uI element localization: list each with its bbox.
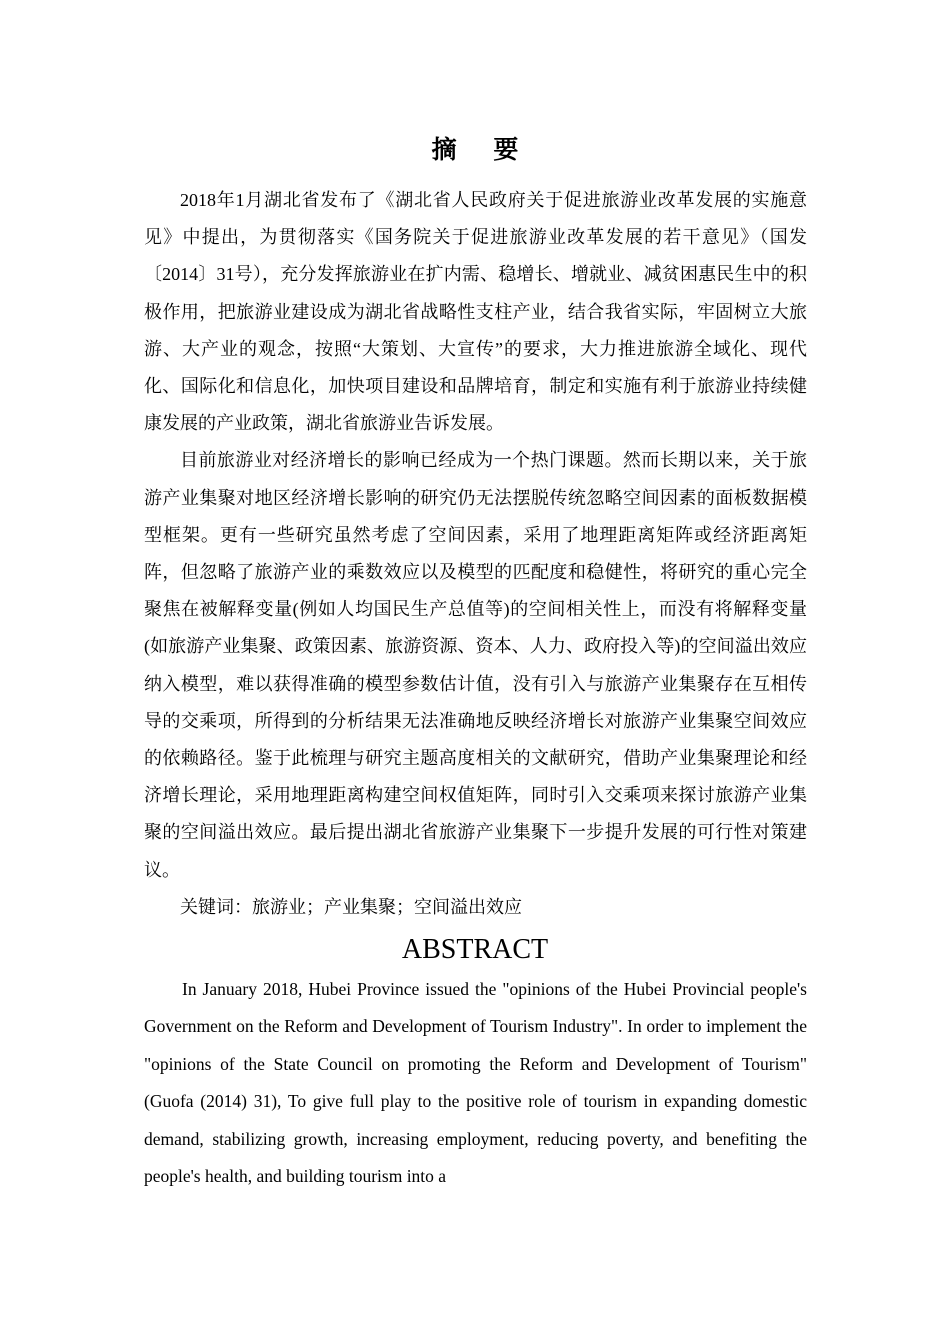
abstract-body-cn [144, 182, 807, 926]
keywords-cn: 关键词：旅游业；产业集聚；空间溢出效应 [180, 896, 522, 917]
abstract-paragraph-cn-1: 2018年1月湖北省发布了《湖北省人民政府关于促进旅游业改革发展的实施意见》中提出，为贯彻落实《国务院关于促进旅游业改革发展的若干意见》（国发〔2014〕31号），充分发挥旅游业在扩内需、稳增长、增就业、减贫困惠民生中的积极作用，把旅游业建设成为湖北省战略性支柱产业，结合我省实际，牢固树立大旅游、大产业的观念，按照“大策划、大宣传”的要求，大力推进旅游全域化、现代化、国际化和信息化，加快项目建设和品牌培育，制定和实施有利于旅游业持续健康发展的产业政策，湖北省旅游业告诉发展。 [144, 190, 807, 434]
abstract-paragraph-en-1: In January 2018, Hubei Province issued the "opinions of the Hubei Provincial people's Government on the Reform and Development of Tourism Industry". In order to implement the "opinions of the State Council on promoting the Reform and Development of Tourism" (Guofa (2014) 31), To give full play to the positive role of tourism in expanding domestic demand, stabilizing growth, increasing employment, reducing poverty, and benefiting the people's health, and building tourism into a [144, 979, 807, 1187]
abstract-body-en [144, 971, 807, 1195]
abstract-title-en: ABSTRACT [401, 934, 549, 965]
abstract-paragraph-cn-2: 目前旅游业对经济增长的影响已经成为一个热门课题。然而长期以来，关于旅游产业集聚对地区经济增长影响的研究仍无法摆脱传统忽略空间因素的面板数据模型框架。更有一些研究虽然考虑了空间因素，采用了地理距离矩阵或经济距离矩阵，但忽略了旅游产业的乘数效应以及模型的匹配度和稳健性，将研究的重心完全聚焦在被解释变量(例如人均国民生产总值等)的空间相关性上，而没有将解释变量(如旅游产业集聚、政策因素、旅游资源、资本、人力、政府投入等)的空间溢出效应纳入模型，难以获得准确的模型参数估计值，没有引入与旅游产业集聚存在互相传导的交乘项，所得到的分析结果无法准确地反映经济增长对旅游产业集聚空间效应的依赖路径。鉴于此梳理与研究主题高度相关的文献研究，借助产业集聚理论和经济增长理论，采用地理距离构建空间权值矩阵，同时引入交乘项来探讨旅游产业集聚的空间溢出效应。最后提出湖北省旅游产业集聚下一步提升发展的可行性对策建议。 [144, 450, 807, 880]
abstract-title-cn: 摘 要 [431, 135, 533, 164]
